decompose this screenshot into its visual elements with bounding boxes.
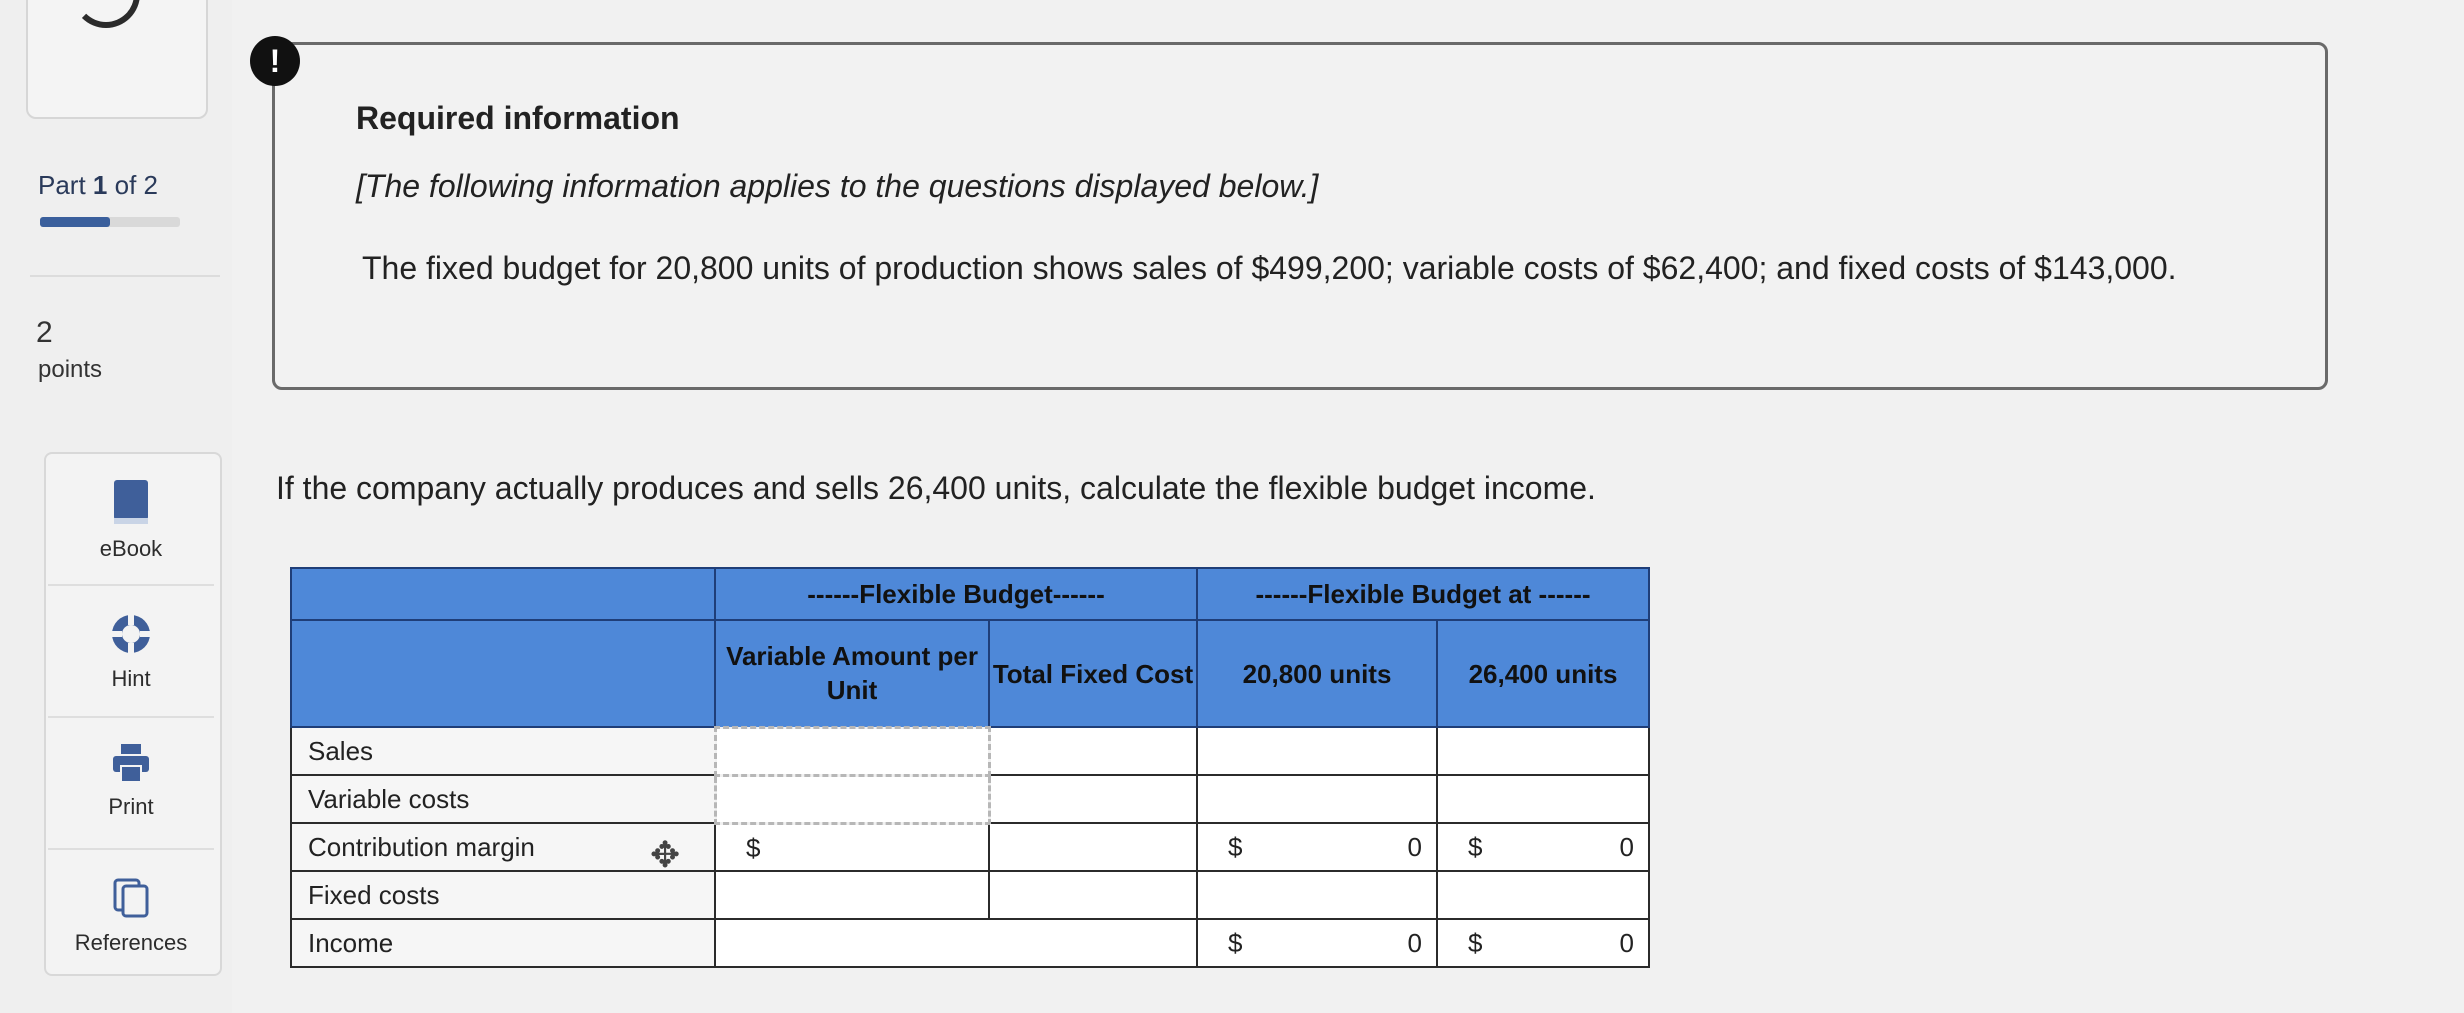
contribution-margin-20800-value: 0 (1407, 832, 1422, 862)
currency-symbol: $ (1468, 928, 1483, 958)
references-button[interactable] (44, 876, 218, 956)
income-20800-value: 0 (1407, 928, 1422, 958)
fixed-costs-20800-input[interactable] (1197, 871, 1437, 919)
currency-symbol: $ (1468, 832, 1483, 862)
ebook-button[interactable] (44, 478, 218, 562)
references-label: References (74, 930, 188, 955)
points-value: 2 (36, 316, 53, 349)
fixed-costs-26400-input[interactable] (1437, 871, 1649, 919)
alert-icon: ! (250, 36, 300, 86)
move-cursor-icon: ✥ (650, 834, 681, 875)
currency-symbol: $ (1228, 832, 1243, 862)
progress-bar (40, 217, 180, 227)
fixed-costs-variable-input[interactable] (715, 871, 989, 919)
lifebuoy-icon (109, 612, 153, 656)
part-prefix: Part (38, 170, 86, 200)
flexible-budget-table (290, 567, 1650, 968)
copy-icon (111, 876, 151, 920)
part-number: 1 (92, 170, 108, 200)
header-blank (291, 620, 715, 727)
print-button[interactable] (44, 742, 218, 820)
printer-icon (111, 742, 151, 784)
income-blank-cell (715, 919, 1197, 967)
income-20800-cell (1197, 919, 1437, 967)
income-26400-cell (1437, 919, 1649, 967)
divider (48, 848, 214, 850)
contribution-margin-26400-cell (1437, 823, 1649, 871)
contribution-margin-fixed-cell (989, 823, 1197, 871)
currency-symbol: $ (746, 832, 761, 863)
income-26400-value: 0 (1619, 928, 1634, 958)
contribution-margin-20800-cell (1197, 823, 1437, 871)
part-suffix: of 2 (114, 170, 158, 200)
sales-fixed-input[interactable] (989, 727, 1197, 775)
print-label: Print (108, 794, 154, 819)
sales-variable-input[interactable] (715, 727, 989, 775)
variable-costs-26400-input[interactable] (1437, 775, 1649, 823)
row-label-variable-costs: Variable costs (291, 775, 715, 823)
hint-label: Hint (111, 666, 151, 691)
col-fixed-header: Total Fixed Cost (989, 620, 1197, 727)
variable-costs-fixed-input[interactable] (989, 775, 1197, 823)
row-label-contribution-margin: Contribution margin (291, 823, 715, 871)
info-body: The fixed budget for 20,800 units of production shows sales of $499,200; variable costs of $62,400; and fixed costs of $143,000. (362, 250, 2177, 286)
sales-26400-input[interactable] (1437, 727, 1649, 775)
group-header-flexible: ------Flexible Budget------ (715, 568, 1197, 620)
divider (48, 584, 214, 586)
row-label-fixed-costs: Fixed costs (291, 871, 715, 919)
progress-fill (40, 217, 110, 227)
required-info-box (272, 42, 2328, 390)
group-header-flexible-at: ------Flexible Budget at ------ (1197, 568, 1649, 620)
book-icon (111, 478, 151, 526)
question-text: If the company actually produces and sells 26,400 units, calculate the flexible budget income. (276, 470, 1596, 506)
hint-button[interactable] (44, 612, 218, 692)
variable-costs-20800-input[interactable] (1197, 775, 1437, 823)
contribution-margin-variable-cell (715, 823, 989, 871)
header-blank (291, 568, 715, 620)
sales-20800-input[interactable] (1197, 727, 1437, 775)
row-label-income: Income (291, 919, 715, 967)
variable-costs-variable-input[interactable] (715, 775, 989, 823)
points-label: points (38, 356, 103, 383)
currency-symbol: $ (1228, 928, 1243, 958)
row-label-sales: Sales (291, 727, 715, 775)
divider (30, 275, 220, 277)
col-variable-header: Variable Amount per Unit (715, 620, 989, 727)
info-title: Required information (356, 100, 680, 136)
info-subtitle: [The following information applies to the questions displayed below.] (356, 168, 1319, 204)
contribution-margin-26400-value: 0 (1619, 832, 1634, 862)
divider (48, 716, 214, 718)
fixed-costs-fixed-input[interactable] (989, 871, 1197, 919)
part-indicator (38, 170, 158, 201)
col-units-20800-header: 20,800 units (1197, 620, 1437, 727)
ebook-label: eBook (99, 536, 163, 561)
col-units-26400-header: 26,400 units (1437, 620, 1649, 727)
